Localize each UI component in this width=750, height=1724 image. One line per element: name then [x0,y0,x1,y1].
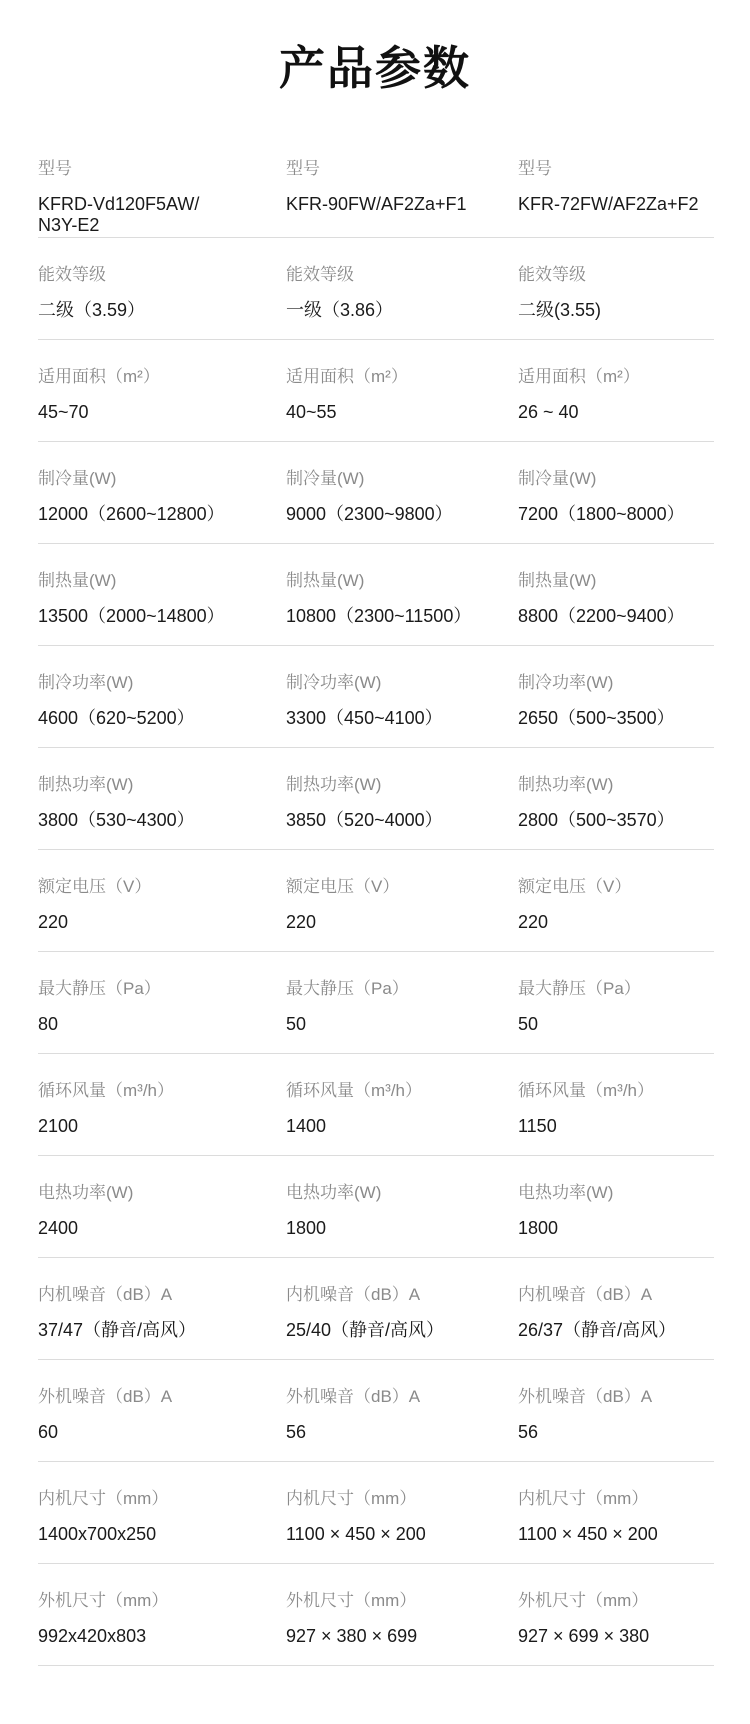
spec-row [38,442,714,544]
spec-cell [38,366,278,423]
spec-cell [286,774,516,831]
spec-label: 电热功率(W) [518,1183,614,1202]
spec-cell [38,774,278,831]
spec-label: 制冷功率(W) [518,673,614,692]
spec-cell [518,264,728,321]
spec-value: 3300（450~4100） [286,708,443,728]
spec-value: 56 [518,1422,539,1442]
spec-label: 适用面积（m²） [286,367,408,386]
spec-label: 制热功率(W) [518,775,614,794]
spec-cell [518,468,728,525]
spec-value: KFR-90FW/AF2Za+F1 [286,194,467,214]
spec-value: 1100 × 450 × 200 [518,1524,658,1544]
spec-value: KFRD-Vd120F5AW/ N3Y-E2 [38,194,200,235]
spec-label: 制冷量(W) [286,469,365,488]
spec-label: 内机尺寸（mm） [38,1489,169,1508]
spec-label: 能效等级 [38,265,106,284]
spec-cell [286,1080,516,1137]
spec-row [38,850,714,952]
spec-cell [518,1284,728,1341]
spec-row [38,646,714,748]
spec-label: 制冷功率(W) [38,673,134,692]
spec-row [38,952,714,1054]
spec-cell [286,1284,516,1341]
spec-value: 220 [286,912,317,932]
spec-value: 1150 [518,1116,557,1136]
spec-value: 二级(3.55) [518,300,602,320]
spec-value: 1400 [286,1116,327,1136]
spec-label: 内机噪音（dB）A [38,1285,173,1304]
spec-label: 能效等级 [518,265,586,284]
spec-cell [38,468,278,525]
spec-label: 型号 [38,159,72,178]
spec-cell [518,1182,728,1239]
spec-value: 26 ~ 40 [518,402,579,422]
spec-value: 56 [286,1422,307,1442]
spec-value: 60 [38,1422,59,1442]
spec-value: 1800 [286,1218,327,1238]
spec-value: 25/40（静音/高风） [286,1320,445,1340]
spec-label: 制冷量(W) [38,469,117,488]
spec-label: 外机噪音（dB）A [38,1387,173,1406]
spec-value: 12000（2600~12800） [38,504,225,524]
spec-label: 能效等级 [286,265,354,284]
spec-cell [38,1182,278,1239]
spec-cell [38,1284,278,1341]
spec-label: 循环风量（m³/h） [286,1081,422,1100]
spec-cell [518,570,728,627]
spec-label: 制热功率(W) [38,775,134,794]
spec-row [38,340,714,442]
spec-value: 10800（2300~11500） [286,606,472,626]
spec-value: 927 × 380 × 699 [286,1626,418,1646]
spec-label: 内机噪音（dB）A [518,1285,653,1304]
spec-cell [518,1386,728,1443]
spec-row [38,1156,714,1258]
spec-label: 制热量(W) [518,571,597,590]
spec-label: 型号 [518,159,552,178]
spec-value: 7200（1800~8000） [518,504,685,524]
spec-value: 45~70 [38,402,89,422]
spec-cell [286,264,516,321]
spec-row [38,1054,714,1156]
spec-row [38,1258,714,1360]
spec-value: 2400 [38,1218,79,1238]
spec-label: 制热量(W) [286,571,365,590]
spec-cell [38,672,278,729]
spec-table [38,132,714,1666]
spec-value: 220 [38,912,69,932]
spec-label: 额定电压（V） [38,877,152,896]
spec-label: 内机噪音（dB）A [286,1285,421,1304]
spec-cell [38,570,278,627]
spec-value: 80 [38,1014,59,1034]
spec-label: 制冷功率(W) [286,673,382,692]
spec-value: 8800（2200~9400） [518,606,685,626]
spec-value: 37/47（静音/高风） [38,1320,197,1340]
spec-cell [518,978,728,1035]
spec-value: 26/37（静音/高风） [518,1320,677,1340]
spec-cell [518,774,728,831]
spec-cell [286,570,516,627]
spec-label: 额定电压（V） [518,877,632,896]
spec-row [38,1462,714,1564]
spec-cell [518,158,728,215]
spec-cell [518,1080,728,1137]
spec-label: 外机噪音（dB）A [286,1387,421,1406]
spec-value: 40~55 [286,402,337,422]
spec-label: 内机尺寸（mm） [518,1489,649,1508]
spec-label: 内机尺寸（mm） [286,1489,417,1508]
spec-value: 992x420x803 [38,1626,147,1646]
spec-cell [286,1182,516,1239]
spec-value: 13500（2000~14800） [38,606,225,626]
spec-value: 2100 [38,1116,79,1136]
spec-label: 最大静压（Pa） [518,979,641,998]
spec-value: 二级（3.59） [38,300,146,320]
spec-label: 电热功率(W) [38,1183,134,1202]
spec-label: 额定电压（V） [286,877,400,896]
spec-value: KFR-72FW/AF2Za+F2 [518,194,699,214]
spec-row [38,1564,714,1666]
spec-value: 2650（500~3500） [518,708,675,728]
spec-value: 1400x700x250 [38,1524,157,1544]
spec-cell [38,978,278,1035]
spec-label: 最大静压（Pa） [38,979,161,998]
spec-value: 50 [518,1014,539,1034]
spec-cell [286,978,516,1035]
spec-label: 外机尺寸（mm） [286,1591,417,1610]
spec-value: 一级（3.86） [286,300,394,320]
spec-label: 电热功率(W) [286,1183,382,1202]
spec-cell [286,468,516,525]
spec-cell [38,876,278,933]
spec-label: 外机噪音（dB）A [518,1387,653,1406]
spec-row [38,748,714,850]
spec-cell [286,1386,516,1443]
spec-cell [286,876,516,933]
spec-value: 3850（520~4000） [286,810,443,830]
spec-cell [286,366,516,423]
spec-value: 3800（530~4300） [38,810,195,830]
spec-label: 最大静压（Pa） [286,979,409,998]
spec-cell [38,1590,278,1647]
spec-value: 927 × 699 × 380 [518,1626,650,1646]
spec-cell [518,1590,728,1647]
spec-cell [38,264,278,321]
spec-value: 4600（620~5200） [38,708,195,728]
spec-cell [286,1488,516,1545]
spec-value: 2800（500~3570） [518,810,675,830]
spec-cell [286,158,516,215]
spec-label: 循环风量（m³/h） [518,1081,654,1100]
spec-cell [38,1080,278,1137]
spec-row [38,132,714,238]
spec-value: 220 [518,912,549,932]
spec-label: 适用面积（m²） [38,367,160,386]
spec-value: 50 [286,1014,307,1034]
spec-label: 制热量(W) [38,571,117,590]
spec-label: 适用面积（m²） [518,367,640,386]
spec-label: 制冷量(W) [518,469,597,488]
spec-row [38,544,714,646]
spec-cell [38,158,278,236]
spec-label: 外机尺寸（mm） [38,1591,169,1610]
spec-label: 型号 [286,159,320,178]
spec-label: 外机尺寸（mm） [518,1591,649,1610]
spec-label: 制热功率(W) [286,775,382,794]
spec-cell [518,366,728,423]
spec-cell [518,1488,728,1545]
spec-cell [518,672,728,729]
spec-label: 循环风量（m³/h） [38,1081,174,1100]
spec-value: 9000（2300~9800） [286,504,453,524]
spec-cell [286,1590,516,1647]
spec-row [38,238,714,340]
spec-row [38,1360,714,1462]
spec-cell [38,1386,278,1443]
spec-cell [38,1488,278,1545]
page-title: 产品参数 [279,41,471,95]
spec-cell [286,672,516,729]
spec-value: 1800 [518,1218,559,1238]
spec-value: 1100 × 450 × 200 [286,1524,426,1544]
spec-cell [518,876,728,933]
